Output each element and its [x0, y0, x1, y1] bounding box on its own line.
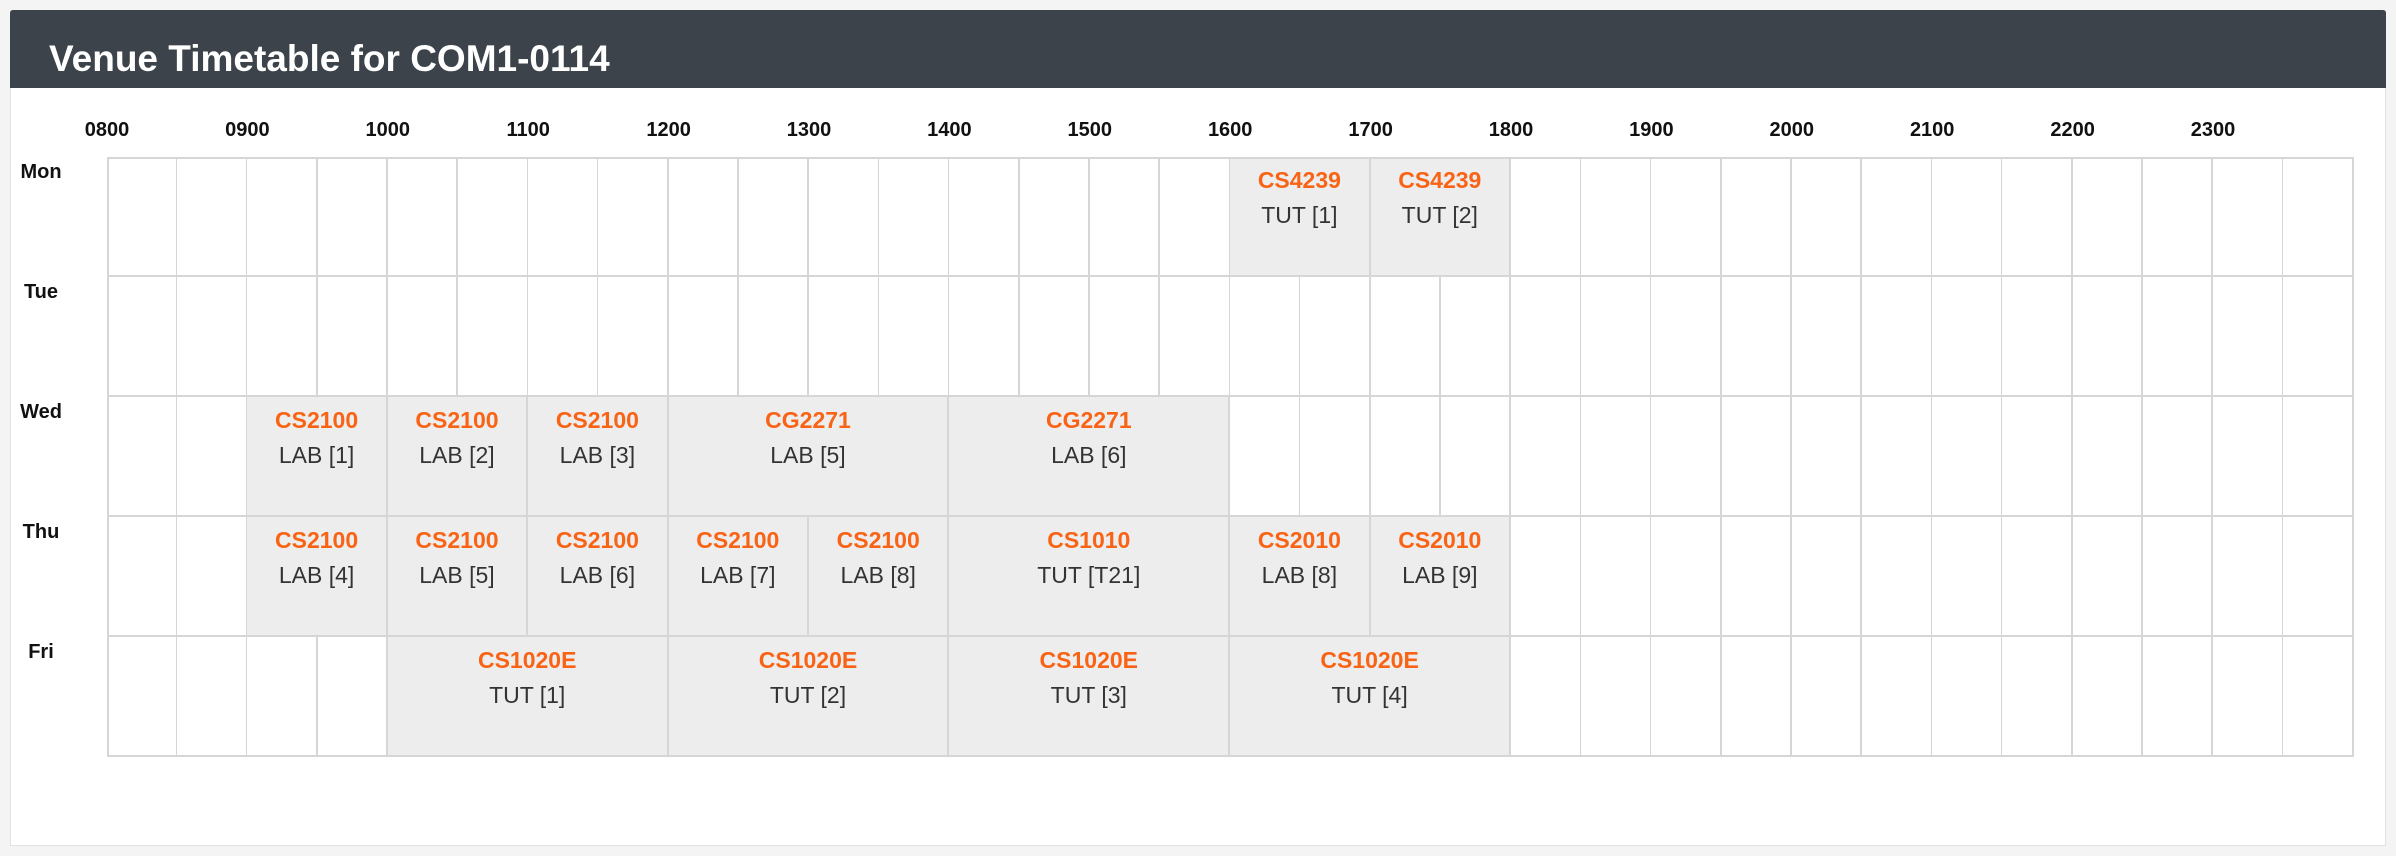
- lesson-course-code: CS2100: [696, 527, 780, 553]
- lesson-cell[interactable]: [669, 397, 950, 517]
- empty-slot: [247, 637, 318, 757]
- lesson-type: LAB [3]: [559, 442, 636, 468]
- empty-slot: [879, 157, 950, 277]
- page-title: Venue Timetable for COM1-0114: [49, 38, 610, 79]
- empty-slot: [2143, 397, 2214, 517]
- empty-slot: [739, 277, 810, 397]
- lesson-type: TUT [2]: [769, 682, 847, 708]
- empty-slot: [1160, 157, 1231, 277]
- hour-label: 0900: [225, 119, 270, 141]
- lesson-course-code: CS1010: [1047, 527, 1131, 553]
- empty-slot: [318, 157, 389, 277]
- lesson-cell[interactable]: [388, 637, 669, 757]
- empty-slot: [2073, 277, 2144, 397]
- hour-label: 1200: [646, 119, 691, 141]
- lesson-course-code: CS1020E: [477, 647, 577, 673]
- lesson-type: TUT [3]: [1050, 682, 1127, 708]
- hour-label: 2100: [1909, 119, 1955, 141]
- empty-slot: [107, 157, 178, 277]
- lesson-course-code: CS2100: [275, 407, 359, 433]
- empty-slot: [1932, 277, 2003, 397]
- empty-slot: [1581, 277, 1652, 397]
- empty-slot: [1651, 517, 1722, 637]
- empty-slot: [2073, 397, 2144, 517]
- lesson-cell[interactable]: [388, 397, 528, 517]
- lesson-cell[interactable]: [1371, 157, 1511, 277]
- lesson-type: LAB [6]: [559, 562, 636, 588]
- empty-slot: [2213, 397, 2284, 517]
- hour-label: 2200: [2050, 119, 2095, 141]
- empty-slot: [739, 157, 810, 277]
- empty-slot: [528, 157, 599, 277]
- empty-slot: [1862, 637, 1933, 757]
- day-label-thu: Thu: [22, 521, 60, 543]
- empty-slot: [1020, 277, 1091, 397]
- lesson-cell[interactable]: [528, 517, 668, 637]
- empty-slot: [177, 637, 248, 757]
- empty-slot: [809, 277, 880, 397]
- lesson-course-code: CS2100: [836, 527, 920, 553]
- empty-slot: [1932, 517, 2003, 637]
- empty-slot: [247, 157, 318, 277]
- lesson-cell[interactable]: [528, 397, 668, 517]
- empty-slot: [1371, 277, 1442, 397]
- hour-label: 1300: [786, 119, 832, 141]
- empty-slot: [2283, 397, 2354, 517]
- lesson-type: TUT [1]: [1261, 202, 1338, 228]
- empty-slot: [2213, 157, 2284, 277]
- hour-label: 1500: [1067, 119, 1113, 141]
- header-bar: [10, 10, 2386, 88]
- lesson-course-code: CS1020E: [1320, 647, 1419, 673]
- empty-slot: [1932, 157, 2003, 277]
- empty-slot: [2143, 637, 2214, 757]
- lesson-cell[interactable]: [669, 517, 809, 637]
- empty-slot: [318, 277, 389, 397]
- hour-label: 1600: [1207, 119, 1253, 141]
- lesson-type: LAB [5]: [770, 442, 846, 468]
- empty-slot: [879, 277, 950, 397]
- lesson-cell[interactable]: [669, 637, 950, 757]
- empty-slot: [1090, 157, 1161, 277]
- empty-slot: [1511, 397, 1582, 517]
- lesson-cell[interactable]: [1230, 637, 1511, 757]
- day-label-tue: Tue: [23, 281, 59, 303]
- empty-slot: [1722, 157, 1793, 277]
- empty-slot: [1722, 277, 1793, 397]
- empty-slot: [2283, 277, 2354, 397]
- empty-slot: [2143, 157, 2214, 277]
- lesson-type: TUT [4]: [1331, 682, 1408, 708]
- lesson-course-code: CS2100: [415, 527, 499, 553]
- empty-slot: [107, 517, 178, 637]
- empty-slot: [107, 397, 178, 517]
- empty-slot: [1511, 637, 1582, 757]
- empty-slot: [2143, 517, 2214, 637]
- empty-slot: [107, 637, 178, 757]
- empty-slot: [949, 157, 1020, 277]
- lesson-course-code: CS1020E: [1039, 647, 1139, 673]
- empty-slot: [1862, 517, 1933, 637]
- hour-label: 0800: [84, 119, 130, 141]
- lesson-cell[interactable]: [949, 397, 1230, 517]
- empty-slot: [1160, 277, 1231, 397]
- lesson-course-code: CS2100: [555, 527, 639, 553]
- day-label-fri: Fri: [28, 641, 54, 663]
- empty-slot: [177, 397, 248, 517]
- empty-slot: [1651, 397, 1722, 517]
- empty-slot: [247, 277, 318, 397]
- empty-slot: [1441, 277, 1512, 397]
- lesson-type: LAB [2]: [419, 442, 495, 468]
- day-label-mon: Mon: [20, 161, 62, 183]
- empty-slot: [2213, 277, 2284, 397]
- empty-slot: [1581, 157, 1652, 277]
- lesson-cell[interactable]: [247, 397, 387, 517]
- lesson-cell[interactable]: [809, 517, 949, 637]
- empty-slot: [2073, 517, 2144, 637]
- empty-slot: [1020, 157, 1091, 277]
- lesson-course-code: CS2100: [555, 407, 639, 433]
- empty-slot: [2002, 637, 2073, 757]
- empty-slot: [2213, 637, 2284, 757]
- empty-slot: [1581, 517, 1652, 637]
- empty-slot: [1722, 517, 1793, 637]
- lesson-type: LAB [6]: [1051, 442, 1127, 468]
- empty-slot: [1862, 277, 1933, 397]
- lesson-type: LAB [1]: [278, 442, 355, 468]
- empty-slot: [949, 277, 1020, 397]
- lesson-type: LAB [9]: [1402, 562, 1478, 588]
- empty-slot: [2283, 157, 2354, 277]
- lesson-course-code: CS4239: [1398, 167, 1482, 193]
- empty-slot: [1722, 637, 1793, 757]
- empty-slot: [1371, 397, 1442, 517]
- empty-slot: [1792, 277, 1863, 397]
- empty-slot: [2002, 157, 2073, 277]
- empty-slot: [177, 157, 248, 277]
- hour-label: 1700: [1348, 119, 1393, 141]
- empty-slot: [1300, 397, 1371, 517]
- lesson-cell[interactable]: [949, 517, 1230, 637]
- empty-slot: [177, 277, 248, 397]
- empty-slot: [458, 157, 529, 277]
- lesson-type: LAB [8]: [1261, 562, 1338, 588]
- empty-slot: [388, 157, 459, 277]
- lesson-cell[interactable]: [1230, 517, 1370, 637]
- empty-slot: [2283, 517, 2354, 637]
- empty-slot: [1792, 637, 1863, 757]
- empty-slot: [1862, 157, 1933, 277]
- lesson-course-code: CS2010: [1257, 527, 1341, 553]
- empty-slot: [1792, 517, 1863, 637]
- empty-slot: [1511, 517, 1582, 637]
- empty-slot: [1581, 397, 1652, 517]
- lesson-type: LAB [7]: [700, 562, 776, 588]
- lesson-course-code: CS1020E: [758, 647, 858, 673]
- empty-slot: [1792, 157, 1863, 277]
- lesson-type: LAB [5]: [419, 562, 495, 588]
- empty-slot: [1511, 277, 1582, 397]
- empty-slot: [598, 157, 669, 277]
- hour-label: 1400: [927, 119, 972, 141]
- hour-label: 1000: [365, 119, 411, 141]
- lesson-cell[interactable]: [1371, 517, 1511, 637]
- timetable-grid: [107, 157, 2353, 757]
- empty-slot: [669, 277, 740, 397]
- lesson-course-code: CS2100: [415, 407, 499, 433]
- empty-slot: [2002, 277, 2073, 397]
- lesson-cell[interactable]: [247, 517, 387, 637]
- lesson-type: TUT [1]: [489, 682, 566, 708]
- empty-slot: [1651, 157, 1722, 277]
- empty-slot: [1230, 397, 1301, 517]
- lesson-course-code: CS2010: [1398, 527, 1482, 553]
- empty-slot: [1932, 637, 2003, 757]
- empty-slot: [1792, 397, 1863, 517]
- day-label-wed: Wed: [20, 401, 62, 423]
- hour-label: 2300: [2190, 119, 2236, 141]
- empty-slot: [1300, 277, 1371, 397]
- empty-slot: [1511, 157, 1582, 277]
- lesson-cell[interactable]: [949, 637, 1230, 757]
- empty-slot: [1651, 277, 1722, 397]
- empty-slot: [177, 517, 248, 637]
- empty-slot: [2002, 517, 2073, 637]
- empty-slot: [2073, 637, 2144, 757]
- lesson-type: TUT [2]: [1401, 202, 1478, 228]
- lesson-course-code: CS2100: [275, 527, 359, 553]
- hour-label: 1100: [506, 119, 550, 141]
- hour-label: 2000: [1769, 119, 1815, 141]
- empty-slot: [598, 277, 669, 397]
- empty-slot: [107, 277, 178, 397]
- lesson-type: TUT [T21]: [1037, 562, 1141, 588]
- empty-slot: [2143, 277, 2214, 397]
- empty-slot: [1581, 637, 1652, 757]
- empty-slot: [669, 157, 740, 277]
- empty-slot: [318, 637, 389, 757]
- empty-slot: [2283, 637, 2354, 757]
- empty-slot: [809, 157, 880, 277]
- lesson-type: LAB [4]: [278, 562, 355, 588]
- empty-slot: [2213, 517, 2284, 637]
- lesson-course-code: CS4239: [1257, 167, 1341, 193]
- hour-label: 1900: [1629, 119, 1674, 141]
- empty-slot: [1651, 637, 1722, 757]
- lesson-cell[interactable]: [388, 517, 528, 637]
- lesson-course-code: CG2271: [1045, 407, 1132, 433]
- lesson-course-code: CG2271: [765, 407, 851, 433]
- empty-slot: [1932, 397, 2003, 517]
- lesson-cell[interactable]: [1230, 157, 1370, 277]
- empty-slot: [2002, 397, 2073, 517]
- empty-slot: [528, 277, 599, 397]
- empty-slot: [1862, 397, 1933, 517]
- lesson-type: LAB [8]: [840, 562, 916, 588]
- empty-slot: [1722, 397, 1793, 517]
- empty-slot: [1090, 277, 1161, 397]
- empty-slot: [458, 277, 529, 397]
- empty-slot: [2073, 157, 2144, 277]
- empty-slot: [388, 277, 459, 397]
- hour-label: 1800: [1488, 119, 1534, 141]
- empty-slot: [1230, 277, 1301, 397]
- empty-slot: [1441, 397, 1512, 517]
